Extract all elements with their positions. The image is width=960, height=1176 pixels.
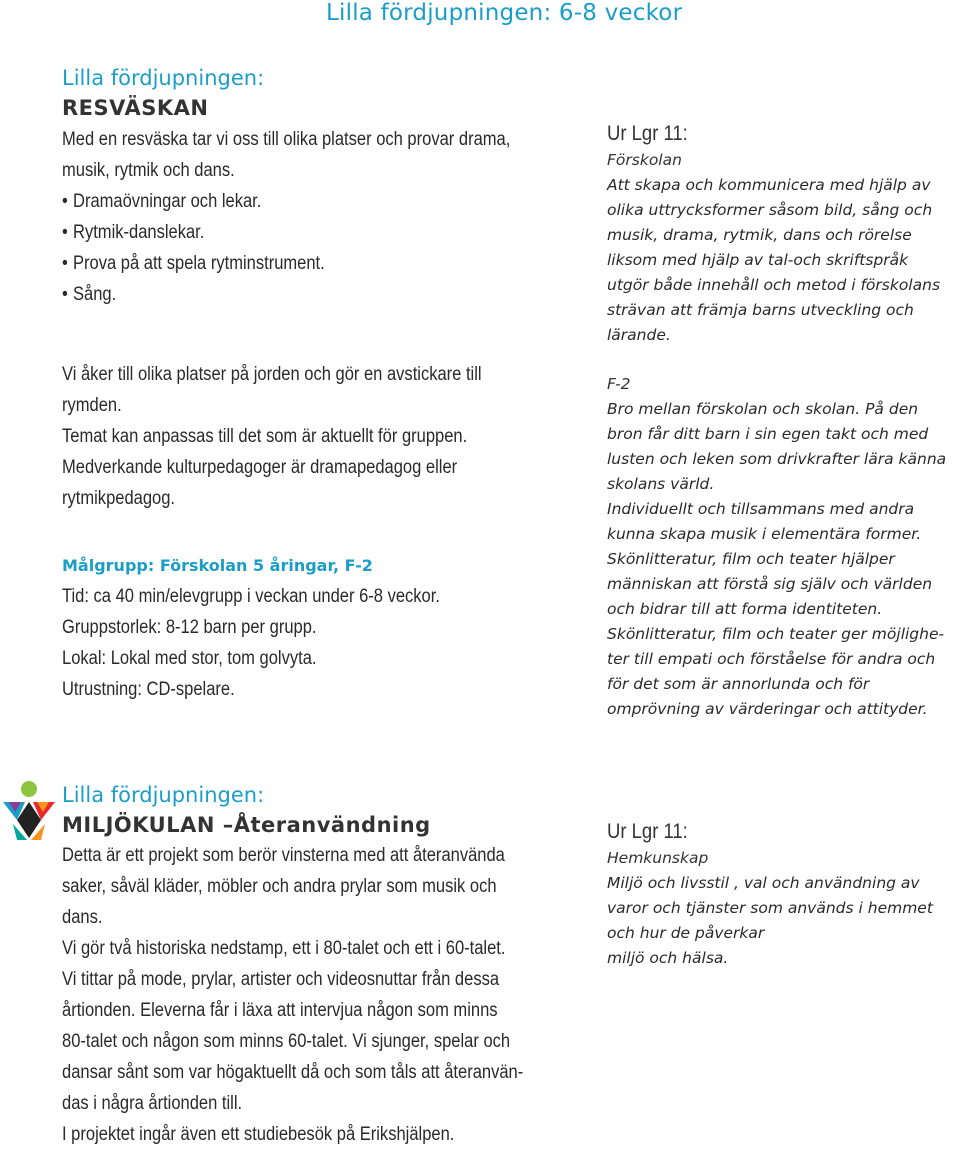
text-line: musik, rytmik och dans.	[62, 160, 235, 181]
f2-heading: F-2	[607, 375, 631, 393]
f2-line: kunna skapa musik i elementära former.	[607, 525, 922, 543]
lgr-line: utgör både innehåll och metod i förskolans	[607, 276, 941, 294]
detail-line: Lokal: Lokal med stor, tom golvyta.	[62, 648, 317, 669]
lgr-hemkunskap-block	[607, 818, 957, 971]
figure-logo-icon	[3, 780, 55, 844]
lgr-line: miljö och hälsa.	[607, 949, 729, 967]
f2-line: Skönlitteratur, film och teater hjälper	[607, 550, 895, 568]
f2-line: bron får ditt barn i sin egen takt och med	[607, 425, 929, 443]
f2-line: ter till empati och förståelse för andra och	[607, 650, 936, 668]
text-line: I projektet ingår även ett studiebesök på Erikshjälpen.	[62, 1124, 455, 1145]
lgr-heading: Ur Lgr 11:	[607, 122, 688, 145]
text-line: Vi tittar på mode, prylar, artister och videosnuttar från dessa	[62, 969, 500, 990]
text-line: Temat kan anpassas till det som är aktuellt för gruppen.	[62, 426, 468, 447]
header-rest: 6-8 veckor	[551, 0, 683, 26]
lgr-forskolan-block	[607, 120, 957, 348]
lgr-line: liksom med hjälp av tal-och skriftspråk	[607, 251, 909, 269]
text-line: rytmikpedagog.	[62, 488, 176, 509]
text-line: årtionden. Eleverna får i läxa att intervjua någon som minns	[62, 1000, 498, 1021]
lgr-line: strävan att främja barns utveckling och	[607, 301, 914, 319]
f2-line: människan att förstå sig själv och världen	[607, 575, 933, 593]
detail-line: Utrustning: CD-spelare.	[62, 679, 235, 700]
f2-line: och bidrar till att forma identiteten.	[607, 600, 883, 618]
section-title: MILJÖKULAN –Återanvändning	[62, 813, 431, 837]
list-item: • Dramaövningar och lekar.	[62, 186, 584, 217]
lgr-heading: Ur Lgr 11:	[607, 820, 688, 843]
resvaskan-description	[62, 359, 662, 514]
lgr-subheading: Förskolan	[607, 151, 682, 169]
lgr-line: Miljö och livsstil , val och användning av	[607, 874, 920, 892]
intro-text	[62, 124, 584, 310]
list-item: • Prova på att spela rytminstrument.	[62, 248, 584, 279]
activity-list	[62, 186, 584, 310]
lgr-line: varor och tjänster som används i hemmet	[607, 899, 933, 917]
f2-line: för det som är annorlunda och för	[607, 675, 870, 693]
lgr-line: olika uttrycksformer såsom bild, sång och	[607, 201, 933, 219]
header-highlight: Lilla fördjupningen:	[326, 0, 552, 26]
text-line: Medverkande kulturpedagoger är dramapedagog eller	[62, 457, 458, 478]
f2-line: lusten och leken som drivkrafter lära känna	[607, 450, 947, 468]
text-line: Detta är ett projekt som berör vinsterna med att återanvända	[62, 845, 505, 866]
text-line: Vi åker till olika platser på jorden och gör en avstickare till	[62, 364, 482, 385]
text-line: dansar sånt som var högaktuellt då och som tåls att återanvän-	[62, 1062, 524, 1083]
section-title: RESVÄSKAN	[62, 96, 209, 120]
lgr-line: musik, drama, rytmik, dans och rörelse	[607, 226, 912, 244]
text-line: dans.	[62, 907, 103, 928]
list-item: • Rytmik-danslekar.	[62, 217, 584, 248]
target-group-block	[62, 551, 662, 705]
lgr-line: och hur de påverkar	[607, 924, 765, 942]
f2-line: Bro mellan förskolan och skolan. På den	[607, 400, 919, 418]
text-line: rymden.	[62, 395, 122, 416]
section-lead: Lilla fördjupningen:	[62, 66, 265, 90]
page-header	[326, 0, 682, 26]
text-line: das i några årtionden till.	[62, 1093, 243, 1114]
resvaskan-section	[62, 64, 662, 310]
f2-line: Skönlitteratur, film och teater ger möjlighe-	[607, 625, 945, 643]
list-item: • Sång.	[62, 279, 584, 310]
f2-line: Individuellt och tillsammans med andra	[607, 500, 915, 518]
lgr-f2-block	[607, 372, 957, 722]
lgr-line: lärande.	[607, 326, 671, 344]
text-line: saker, såväl kläder, möbler och andra prylar som musik och	[62, 876, 497, 897]
text-line: Med en resväska tar vi oss till olika platser och provar drama,	[62, 129, 511, 150]
text-line: Vi gör två historiska nedstamp, ett i 80-talet och ett i 60-talet.	[62, 938, 506, 959]
detail-line: Tid: ca 40 min/elevgrupp i veckan under 6-8 veckor.	[62, 586, 440, 607]
miljokulan-section	[62, 780, 622, 1150]
detail-line: Gruppstorlek: 8-12 barn per grupp.	[62, 617, 317, 638]
lgr-line: Att skapa och kommunicera med hjälp av	[607, 176, 931, 194]
f2-line: skolans värld.	[607, 475, 715, 493]
target-group-label: Målgrupp: Förskolan 5 åringar, F-2	[62, 556, 373, 575]
section-lead: Lilla fördjupningen:	[62, 783, 265, 807]
f2-line: omprövning av värderingar och attityder.	[607, 700, 928, 718]
text-line: 80-talet och någon som minns 60-talet. Vi sjunger, spelar och	[62, 1031, 511, 1052]
lgr-subheading: Hemkunskap	[607, 849, 709, 867]
